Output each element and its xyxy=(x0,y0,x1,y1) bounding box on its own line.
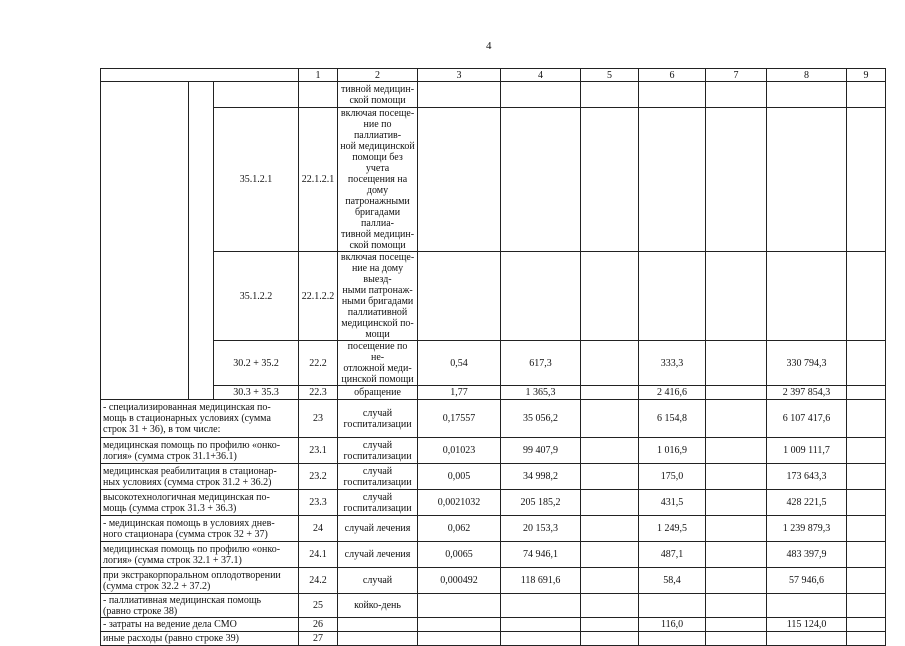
table-row xyxy=(101,632,886,646)
cell-col-5 xyxy=(581,386,639,400)
cell-col-7 xyxy=(706,594,767,618)
cell-col-7 xyxy=(706,618,767,632)
cell-col-3: 0,062 xyxy=(418,516,501,542)
cell-col-3: 0,01023 xyxy=(418,438,501,464)
cell-col-9 xyxy=(847,632,886,646)
cell-col-4: 118 691,6 xyxy=(501,568,581,594)
cell-col-5 xyxy=(581,464,639,490)
cell-col-1: 26 xyxy=(299,618,338,632)
financing-table xyxy=(100,68,886,646)
cell-col-2: случай госпитализации xyxy=(338,438,418,464)
cell-col-1: 22.3 xyxy=(299,386,338,400)
cell-label: высокотехнологичная медицинская по- мощь (сумма строк 31.3 + 36.3) xyxy=(101,490,299,516)
table-row xyxy=(101,82,886,108)
cell-col-8 xyxy=(767,252,847,341)
cell-col-8: 330 794,3 xyxy=(767,341,847,386)
cell-col-4 xyxy=(501,82,581,108)
cell-col-7 xyxy=(706,386,767,400)
cell-col-1: 22.1.2.1 xyxy=(299,108,338,252)
cell-col-2: включая посеще- ние по паллиатив- ной медицинской помощи без учета посещения на дому патронажными бригадами паллиа- тивной медицин- ской помощи xyxy=(338,108,418,252)
table-row xyxy=(101,464,886,490)
cell-col-2: случай лечения xyxy=(338,542,418,568)
cell-col-1 xyxy=(299,82,338,108)
cell-col-6: 431,5 xyxy=(639,490,706,516)
cell-col-7 xyxy=(706,82,767,108)
merged-indent-cell xyxy=(189,82,214,400)
cell-label: - медицинская помощь в условиях днев- ного стационара (сумма строк 32 + 37) xyxy=(101,516,299,542)
cell-col-5 xyxy=(581,632,639,646)
cell-col-1: 23.2 xyxy=(299,464,338,490)
header-blank xyxy=(101,69,299,82)
cell-col-5 xyxy=(581,108,639,252)
cell-col-3: 0,54 xyxy=(418,341,501,386)
cell-col-3: 0,005 xyxy=(418,464,501,490)
cell-col-1: 22.1.2.2 xyxy=(299,252,338,341)
page-number: 4 xyxy=(486,40,492,52)
cell-col-2: койко-день xyxy=(338,594,418,618)
cell-sub xyxy=(214,82,299,108)
cell-col-1: 23 xyxy=(299,400,338,438)
cell-col-1: 27 xyxy=(299,632,338,646)
cell-col-3: 0,0065 xyxy=(418,542,501,568)
cell-label: медицинская реабилитация в стационар- ных условиях (сумма строк 31.2 + 36.2) xyxy=(101,464,299,490)
cell-col-3: 1,77 xyxy=(418,386,501,400)
cell-col-4: 35 056,2 xyxy=(501,400,581,438)
cell-col-3: 0,000492 xyxy=(418,568,501,594)
cell-col-4: 617,3 xyxy=(501,341,581,386)
cell-sub: 30.3 + 35.3 xyxy=(214,386,299,400)
cell-col-5 xyxy=(581,82,639,108)
table-row xyxy=(101,542,886,568)
cell-label: иные расходы (равно строке 39) xyxy=(101,632,299,646)
table-row xyxy=(101,438,886,464)
cell-col-4: 74 946,1 xyxy=(501,542,581,568)
cell-col-6: 333,3 xyxy=(639,341,706,386)
cell-col-3: 0,17557 xyxy=(418,400,501,438)
cell-col-2: посещение по не- отложной меди- цинской помощи xyxy=(338,341,418,386)
cell-col-6: 1 249,5 xyxy=(639,516,706,542)
header-col-1: 1 xyxy=(299,69,338,82)
cell-col-9 xyxy=(847,82,886,108)
cell-col-3 xyxy=(418,632,501,646)
cell-col-1: 24.1 xyxy=(299,542,338,568)
cell-col-8: 1 239 879,3 xyxy=(767,516,847,542)
cell-col-2: случай лечения xyxy=(338,516,418,542)
cell-label: медицинская помощь по профилю «онко- логия» (сумма строк 31.1+36.1) xyxy=(101,438,299,464)
header-col-8: 8 xyxy=(767,69,847,82)
cell-col-4 xyxy=(501,252,581,341)
table-row xyxy=(101,108,886,252)
cell-col-9 xyxy=(847,400,886,438)
cell-col-1: 25 xyxy=(299,594,338,618)
cell-col-8: 57 946,6 xyxy=(767,568,847,594)
table-row xyxy=(101,252,886,341)
table-row xyxy=(101,516,886,542)
cell-col-2 xyxy=(338,618,418,632)
cell-label: при экстракорпоральном оплодотворении (сумма строк 32.2 + 37.2) xyxy=(101,568,299,594)
cell-label: - специализированная медицинская по- мощь в стационарных условиях (сумма строк 31 + 36), в том числе: xyxy=(101,400,299,438)
cell-col-7 xyxy=(706,438,767,464)
cell-col-8: 428 221,5 xyxy=(767,490,847,516)
cell-col-6 xyxy=(639,82,706,108)
cell-col-6: 58,4 xyxy=(639,568,706,594)
cell-col-9 xyxy=(847,438,886,464)
cell-col-9 xyxy=(847,542,886,568)
cell-col-1: 24 xyxy=(299,516,338,542)
table-row xyxy=(101,618,886,632)
cell-col-7 xyxy=(706,490,767,516)
cell-col-5 xyxy=(581,542,639,568)
merged-label-cell xyxy=(101,82,189,400)
cell-col-7 xyxy=(706,400,767,438)
cell-col-9 xyxy=(847,341,886,386)
cell-col-1: 23.1 xyxy=(299,438,338,464)
cell-col-1: 24.2 xyxy=(299,568,338,594)
cell-col-4: 20 153,3 xyxy=(501,516,581,542)
cell-col-3 xyxy=(418,108,501,252)
cell-col-2: случай госпитализации xyxy=(338,490,418,516)
cell-col-6: 175,0 xyxy=(639,464,706,490)
cell-col-3 xyxy=(418,594,501,618)
table-row xyxy=(101,341,886,386)
cell-col-1: 23.3 xyxy=(299,490,338,516)
cell-col-9 xyxy=(847,464,886,490)
cell-label: - затраты на ведение дела СМО xyxy=(101,618,299,632)
cell-col-5 xyxy=(581,438,639,464)
cell-col-4 xyxy=(501,108,581,252)
cell-col-4: 99 407,9 xyxy=(501,438,581,464)
cell-col-2: случай xyxy=(338,568,418,594)
cell-col-2: случай госпитализации xyxy=(338,400,418,438)
cell-col-4 xyxy=(501,632,581,646)
cell-col-3: 0,0021032 xyxy=(418,490,501,516)
cell-col-4 xyxy=(501,594,581,618)
cell-col-8 xyxy=(767,632,847,646)
cell-col-8: 115 124,0 xyxy=(767,618,847,632)
cell-col-6: 1 016,9 xyxy=(639,438,706,464)
cell-col-9 xyxy=(847,386,886,400)
header-col-7: 7 xyxy=(706,69,767,82)
cell-col-5 xyxy=(581,568,639,594)
cell-col-8: 483 397,9 xyxy=(767,542,847,568)
cell-col-2: обращение xyxy=(338,386,418,400)
cell-col-7 xyxy=(706,516,767,542)
cell-col-2: включая посеще- ние на дому выезд- ными патронаж- ными бригадами паллиативной медицинской по- мощи xyxy=(338,252,418,341)
header-row xyxy=(101,69,886,82)
cell-col-7 xyxy=(706,568,767,594)
table-row xyxy=(101,400,886,438)
cell-col-4 xyxy=(501,618,581,632)
cell-col-4: 205 185,2 xyxy=(501,490,581,516)
cell-col-4: 34 998,2 xyxy=(501,464,581,490)
cell-col-8: 2 397 854,3 xyxy=(767,386,847,400)
cell-col-5 xyxy=(581,490,639,516)
cell-col-3 xyxy=(418,618,501,632)
cell-sub: 35.1.2.2 xyxy=(214,252,299,341)
cell-col-9 xyxy=(847,490,886,516)
cell-col-8 xyxy=(767,108,847,252)
cell-col-9 xyxy=(847,618,886,632)
cell-col-5 xyxy=(581,618,639,632)
cell-col-2: случай госпитализации xyxy=(338,464,418,490)
cell-col-9 xyxy=(847,568,886,594)
header-col-2: 2 xyxy=(338,69,418,82)
cell-col-6: 6 154,8 xyxy=(639,400,706,438)
cell-sub: 30.2 + 35.2 xyxy=(214,341,299,386)
cell-col-8: 6 107 417,6 xyxy=(767,400,847,438)
cell-col-7 xyxy=(706,542,767,568)
cell-col-6 xyxy=(639,252,706,341)
table-row xyxy=(101,490,886,516)
cell-col-1: 22.2 xyxy=(299,341,338,386)
cell-col-9 xyxy=(847,594,886,618)
cell-label: медицинская помощь по профилю «онко- логия» (сумма строк 32.1 + 37.1) xyxy=(101,542,299,568)
cell-col-9 xyxy=(847,108,886,252)
cell-col-9 xyxy=(847,252,886,341)
table-row xyxy=(101,594,886,618)
cell-col-8 xyxy=(767,82,847,108)
cell-col-6: 487,1 xyxy=(639,542,706,568)
cell-col-5 xyxy=(581,516,639,542)
cell-col-8 xyxy=(767,594,847,618)
cell-col-5 xyxy=(581,252,639,341)
cell-col-2: тивной медицин- ской помощи xyxy=(338,82,418,108)
header-col-9: 9 xyxy=(847,69,886,82)
cell-col-3 xyxy=(418,82,501,108)
header-col-5: 5 xyxy=(581,69,639,82)
cell-col-8: 173 643,3 xyxy=(767,464,847,490)
cell-col-7 xyxy=(706,341,767,386)
cell-col-2 xyxy=(338,632,418,646)
cell-col-5 xyxy=(581,594,639,618)
cell-col-4: 1 365,3 xyxy=(501,386,581,400)
cell-col-6 xyxy=(639,108,706,252)
cell-col-7 xyxy=(706,108,767,252)
cell-col-8: 1 009 111,7 xyxy=(767,438,847,464)
table-row xyxy=(101,386,886,400)
cell-col-5 xyxy=(581,341,639,386)
cell-col-5 xyxy=(581,400,639,438)
cell-col-6: 116,0 xyxy=(639,618,706,632)
cell-col-7 xyxy=(706,252,767,341)
header-col-4: 4 xyxy=(501,69,581,82)
cell-col-7 xyxy=(706,464,767,490)
cell-label: - паллиативная медицинская помощь (равно строке 38) xyxy=(101,594,299,618)
cell-col-3 xyxy=(418,252,501,341)
header-col-6: 6 xyxy=(639,69,706,82)
cell-sub: 35.1.2.1 xyxy=(214,108,299,252)
header-col-3: 3 xyxy=(418,69,501,82)
cell-col-6 xyxy=(639,594,706,618)
table-row xyxy=(101,568,886,594)
cell-col-7 xyxy=(706,632,767,646)
cell-col-6 xyxy=(639,632,706,646)
cell-col-6: 2 416,6 xyxy=(639,386,706,400)
cell-col-9 xyxy=(847,516,886,542)
